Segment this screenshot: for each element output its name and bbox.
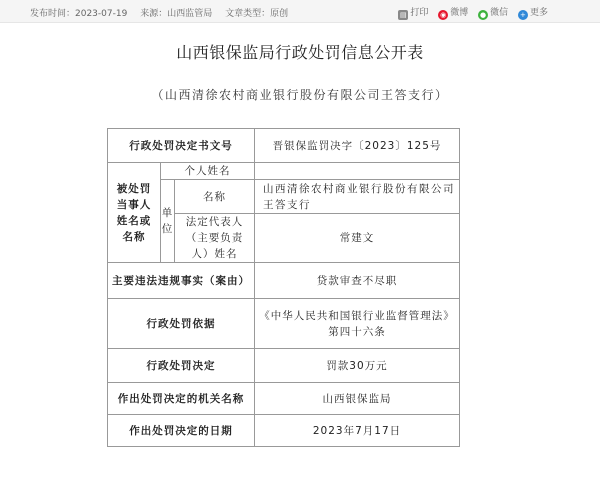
facts-value: 贷款审查不尽职	[255, 263, 460, 299]
doc-no-label: 行政处罚决定书文号	[108, 129, 255, 163]
table-row	[108, 263, 460, 299]
basis-value: 《中华人民共和国银行业监督管理法》第四十六条	[255, 299, 460, 349]
party-label: 被处罚当事人姓名或名称	[108, 163, 161, 263]
legal-rep-value: 常建文	[255, 214, 460, 263]
personal-name-label: 个人姓名	[161, 163, 255, 180]
article-type: 文章类型：原创	[225, 9, 289, 19]
article-source: 来源：山西监管局	[140, 9, 213, 19]
wechat-label: 微信	[490, 8, 509, 18]
print-label: 打印	[410, 8, 429, 18]
article-meta	[30, 6, 298, 19]
publish-time: 发布时间：2023-07-19	[30, 9, 128, 19]
authority-value: 山西银保监局	[255, 383, 460, 415]
weibo-label: 微博	[450, 8, 469, 18]
authority-label: 作出处罚决定的机关名称	[108, 383, 255, 415]
share-wechat-button[interactable]	[478, 5, 508, 20]
table-row	[108, 415, 460, 447]
unit-label: 单位	[161, 180, 175, 263]
table-row	[108, 129, 460, 163]
unit-name-value: 山西清徐农村商业银行股份有限公司王答支行	[255, 180, 460, 214]
table-row	[108, 180, 460, 214]
unit-name-label: 名称	[175, 180, 255, 214]
table-row	[108, 163, 460, 180]
table-row	[108, 349, 460, 383]
date-label: 作出处罚决定的日期	[108, 415, 255, 447]
print-button[interactable]	[398, 5, 428, 20]
share-toolbar	[391, 5, 548, 20]
wechat-icon: ●	[480, 11, 487, 19]
table-row	[108, 299, 460, 349]
page-title: 山西银保监局行政处罚信息公开表	[176, 43, 424, 62]
personal-name-value	[255, 163, 460, 180]
date-value: 2023年7月17日	[255, 415, 460, 447]
print-icon: ▤	[400, 11, 407, 19]
more-label: 更多	[529, 8, 548, 18]
page-subtitle: （山西清徐农村商业银行股份有限公司王答支行）	[151, 88, 449, 102]
share-more-button[interactable]	[518, 5, 548, 20]
basis-label: 行政处罚依据	[108, 299, 255, 349]
share-weibo-button[interactable]	[438, 5, 468, 20]
decision-value: 罚款30万元	[255, 349, 460, 383]
doc-no-value: 晋银保监罚决字〔2023〕125号	[255, 129, 460, 163]
penalty-info-table	[107, 128, 460, 447]
weibo-icon: ◉	[440, 11, 447, 19]
more-icon: +	[518, 10, 528, 20]
article-meta-bar	[0, 0, 600, 23]
table-row	[108, 383, 460, 415]
decision-label: 行政处罚决定	[108, 349, 255, 383]
facts-label: 主要违法违规事实（案由）	[108, 263, 255, 299]
legal-rep-label: 法定代表人（主要负责人）姓名	[175, 214, 255, 263]
